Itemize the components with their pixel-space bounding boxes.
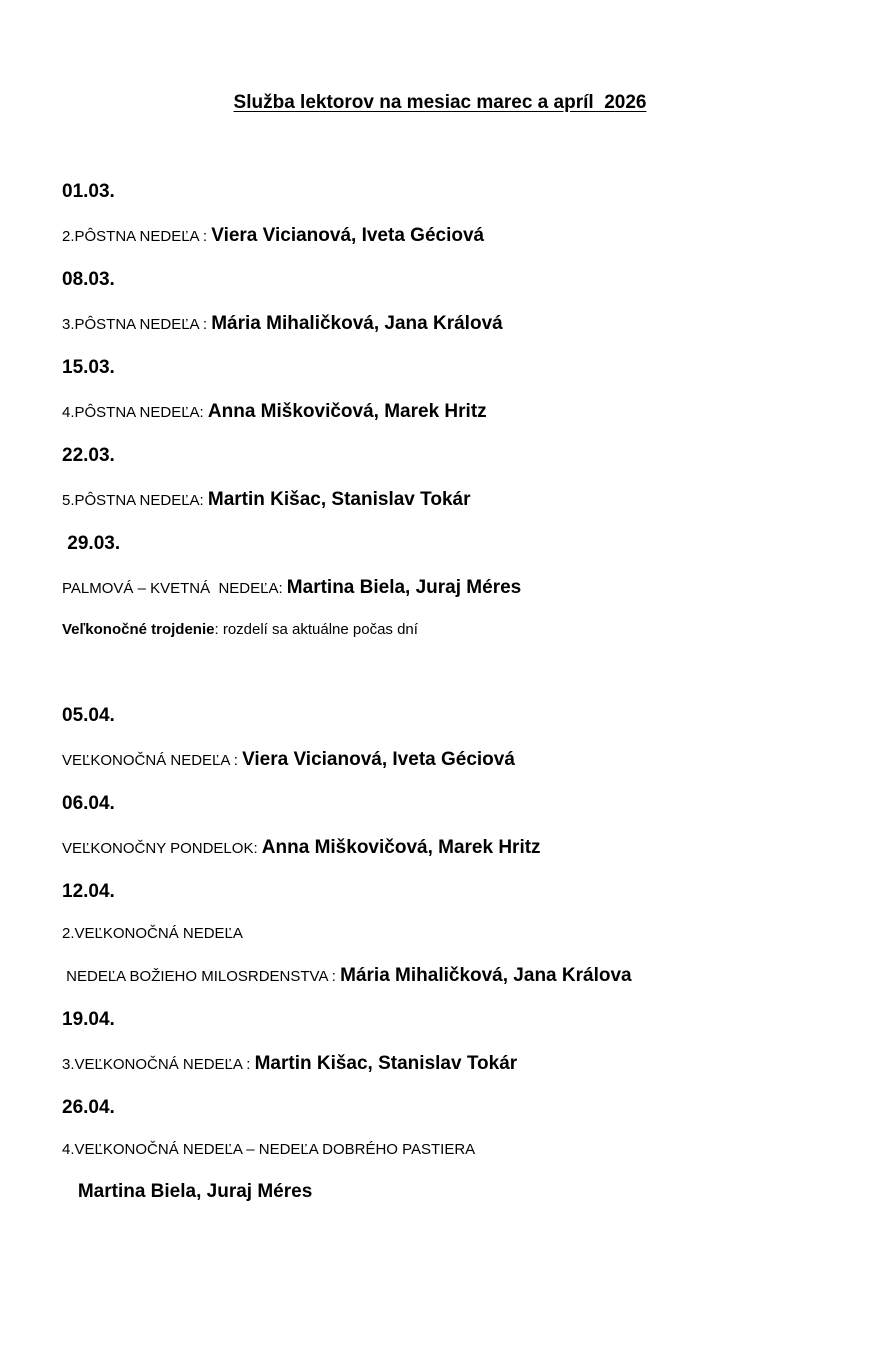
service-label: 5.PÔSTNA NEDEĽA: bbox=[62, 492, 208, 509]
service-entry bbox=[62, 1182, 312, 1201]
date-heading: 05.04. bbox=[62, 705, 115, 726]
date-heading: 08.03. bbox=[62, 269, 115, 290]
service-entry bbox=[62, 750, 515, 769]
lector-names: Mária Mihaličková, Jana Králová bbox=[211, 313, 503, 334]
date-heading: 22.03. bbox=[62, 445, 115, 466]
service-label: 3.PÔSTNA NEDEĽA : bbox=[62, 316, 212, 333]
date-heading: 06.04. bbox=[62, 793, 115, 814]
lector-names: Anna Miškovičová, Marek Hritz bbox=[207, 401, 487, 422]
lector-names: Anna Miškovičová, Marek Hritz bbox=[261, 837, 541, 858]
service-label: VEĽKONOČNY PONDELOK: bbox=[62, 840, 262, 857]
date-heading: 12.04. bbox=[62, 881, 115, 902]
service-entry bbox=[62, 966, 632, 985]
lector-names: Martina Biela, Juraj Méres bbox=[62, 1181, 313, 1202]
page-title: Služba lektorov na mesiac marec a apríl 2026 bbox=[233, 92, 647, 113]
lector-names: Viera Vicianová, Iveta Géciová bbox=[211, 225, 485, 246]
triduum-note bbox=[62, 622, 418, 637]
lector-names: Viera Vicianová, Iveta Géciová bbox=[242, 749, 515, 770]
service-label: 4.VEĽKONOČNÁ NEDEĽA – NEDEĽA DOBRÉHO PASTIERA bbox=[62, 1141, 476, 1158]
service-label: PALMOVÁ – KVETNÁ NEDEĽA: bbox=[62, 580, 287, 597]
service-entry bbox=[62, 226, 484, 245]
service-label: VEĽKONOČNÁ NEDEĽA : bbox=[62, 752, 243, 769]
service-entry bbox=[62, 314, 503, 333]
lector-names: Mária Mihaličková, Jana Králova bbox=[340, 965, 632, 986]
triduum-note-label: Veľkonočné trojdenie bbox=[62, 621, 215, 638]
service-label: 3.VEĽKONOČNÁ NEDEĽA : bbox=[62, 1056, 255, 1073]
service-label: 2.PÔSTNA NEDEĽA : bbox=[62, 228, 212, 245]
date-heading: 19.04. bbox=[62, 1009, 115, 1030]
date-heading: 29.03. bbox=[62, 533, 121, 554]
service-entry bbox=[62, 490, 470, 509]
lector-names: Martin Kišac, Stanislav Tokár bbox=[254, 1053, 518, 1074]
lector-names: Martina Biela, Juraj Méres bbox=[286, 577, 522, 598]
date-heading: 01.03. bbox=[62, 181, 115, 202]
service-label: NEDEĽA BOŽIEHO MILOSRDENSTVA : bbox=[62, 968, 341, 985]
triduum-note-text: : rozdelí sa aktuálne počas dní bbox=[214, 621, 418, 638]
service-entry bbox=[62, 1054, 517, 1073]
service-label: 4.PÔSTNA NEDEĽA: bbox=[62, 404, 208, 421]
date-heading: 26.04. bbox=[62, 1097, 115, 1118]
lector-names: Martin Kišac, Stanislav Tokár bbox=[207, 489, 471, 510]
service-entry bbox=[62, 402, 487, 421]
date-heading: 15.03. bbox=[62, 357, 115, 378]
service-entry bbox=[62, 838, 541, 857]
service-entry bbox=[62, 578, 521, 597]
service-label: 2.VEĽKONOČNÁ NEDEĽA bbox=[62, 925, 243, 942]
